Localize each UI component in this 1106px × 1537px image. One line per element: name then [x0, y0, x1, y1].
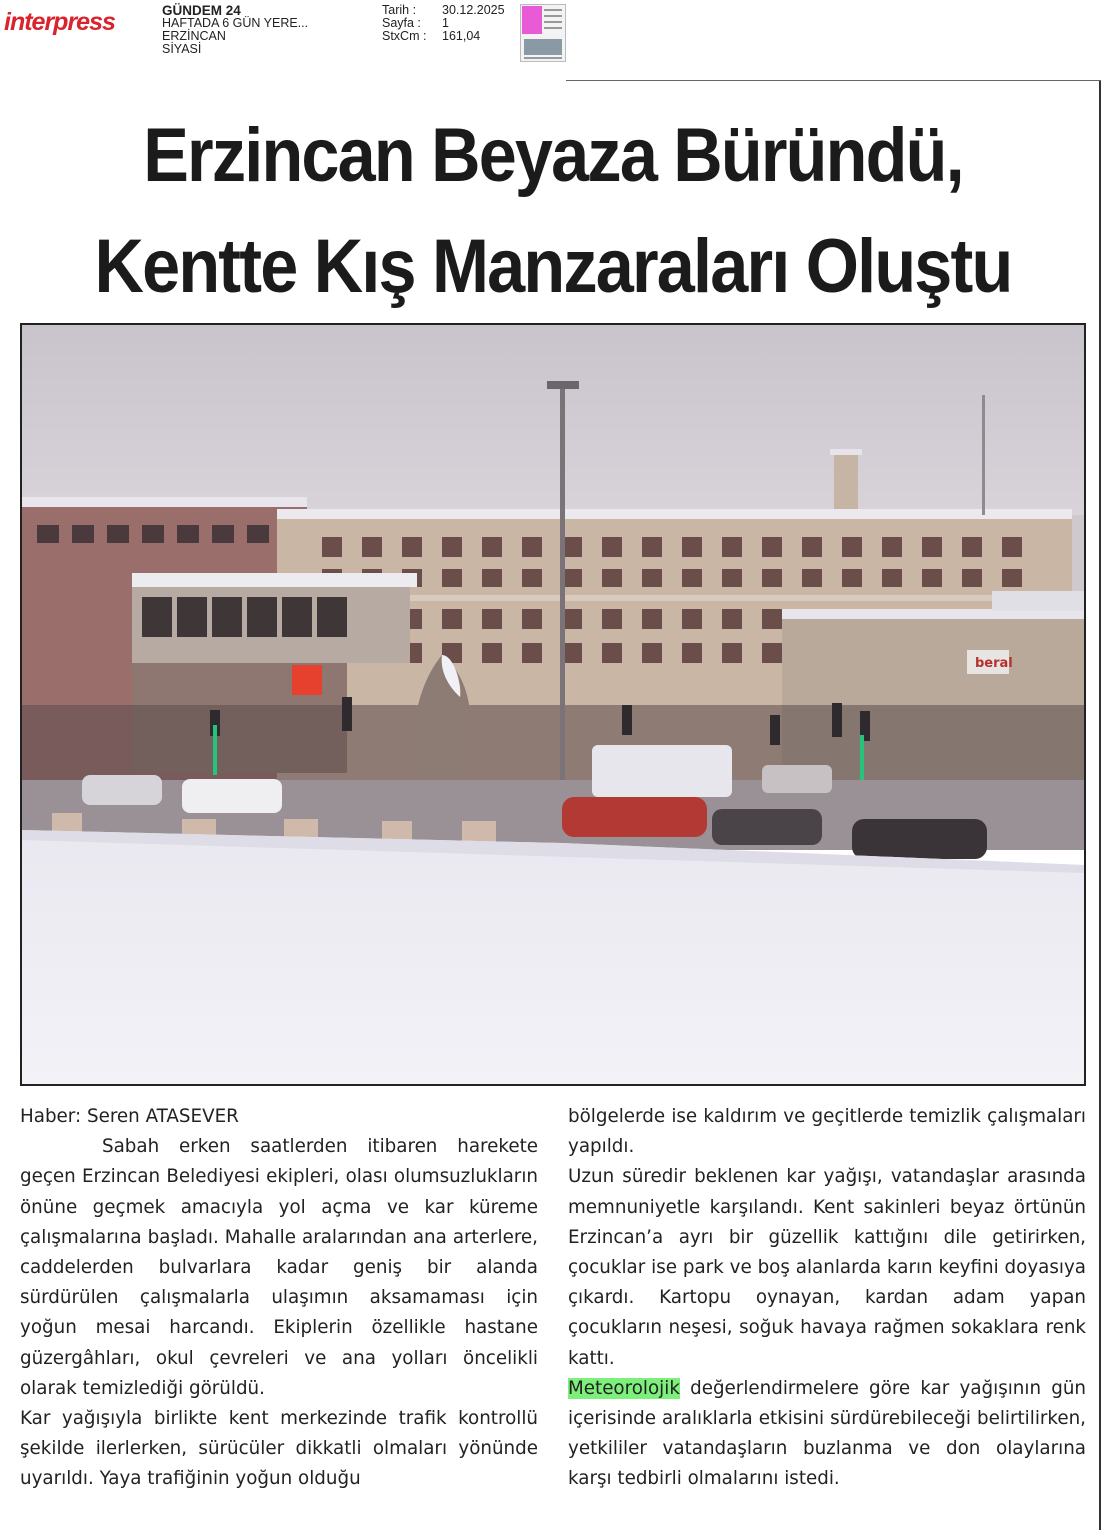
clipping-meta: [382, 4, 505, 43]
paragraph-5: [568, 1374, 1086, 1495]
clipping-top-rule: [566, 80, 1101, 81]
clipping-right-rule: [1099, 80, 1101, 1530]
size-label: StxCm :: [382, 29, 427, 43]
page-thumbnail: [520, 4, 566, 62]
article-column-2: [568, 1102, 1086, 1495]
paragraph-3: bölgelerde ise kaldırım ve geçitlerde temizlik çalışmaları yapıldı.: [568, 1106, 1086, 1158]
byline: Haber: Seren ATASEVER: [20, 1106, 239, 1127]
date-label: Tarih :: [382, 3, 417, 17]
page-label: Sayfa :: [382, 16, 421, 30]
date-value: 30.12.2025: [442, 3, 505, 17]
page-value: 1: [442, 16, 449, 30]
publication-section: SİYASİ: [162, 42, 202, 56]
highlighted-keyword: Meteorolojik: [568, 1377, 680, 1399]
headline-line-1: Erzincan Beyaza Büründü,: [143, 113, 963, 198]
paragraph-4: Uzun süredir beklenen kar yağışı, vatandaşlar arasında memnuniyetle karşılandı. Kent sakinleri beyaz örtünün Erzincan’a ayrı bir güzellik kattığını dile getirirken, çocuklar ise park ve boş alanlarda karın keyfini doyasıya çıkardı. Kartopu oynayan, kardan adam yapan çocukların neşesi, soğuk havaya rağmen sokaklara renk kattı.: [568, 1166, 1086, 1369]
snowy-city-square-image: [22, 325, 1084, 1084]
article-column-1: [20, 1102, 538, 1495]
article-photo: [20, 323, 1086, 1086]
publication-name: GÜNDEM 24: [162, 3, 241, 18]
publication-frequency: HAFTADA 6 GÜN YERE...: [162, 16, 309, 30]
publication-city: ERZİNCAN: [162, 29, 226, 43]
storefront-sign: beral: [975, 656, 1013, 671]
headline-line-2: Kentte Kış Manzaraları Oluştu: [94, 224, 1012, 309]
clipping-header: [0, 0, 1106, 72]
interpress-logo: interpress: [4, 8, 115, 36]
publication-info: [162, 4, 308, 56]
paragraph-5-text: değerlendirmelere göre kar yağışının gün içerisinde aralıklarla etkisini sürdürebileceği belirtilirken, yetkililer vatandaşların buzlanma ve don olaylarına karşı tedbirli olmalarını istedi.: [568, 1377, 1086, 1490]
size-value: 161,04: [442, 29, 481, 43]
paragraph-2: Kar yağışıyla birlikte kent merkezinde trafik kontrollü şekilde ilerlerken, sürücüler dikkatli olmaları yönünde uyarıldı. Yaya trafiğinin yoğun olduğu: [20, 1408, 538, 1490]
paragraph-1: Sabah erken saatlerden itibaren harekete geçen Erzincan Belediyesi ekipleri, olası olumsuzlukların önüne geçmek amacıyla yol açma ve kar küreme çalışmalarına başladı. Mahalle aralarından ana arterlere, caddelerden bulvarlara kadar geniş bir alanda sürdürülen çalışmalarla ulaşımın aksamaması için yoğun mesai harcandı. Ekiplerin özellikle hastane güzergâhları, okul çevreleri ve ana yolları öncelikli olarak temizlediği görüldü.: [20, 1136, 538, 1399]
headline: [73, 100, 1032, 322]
